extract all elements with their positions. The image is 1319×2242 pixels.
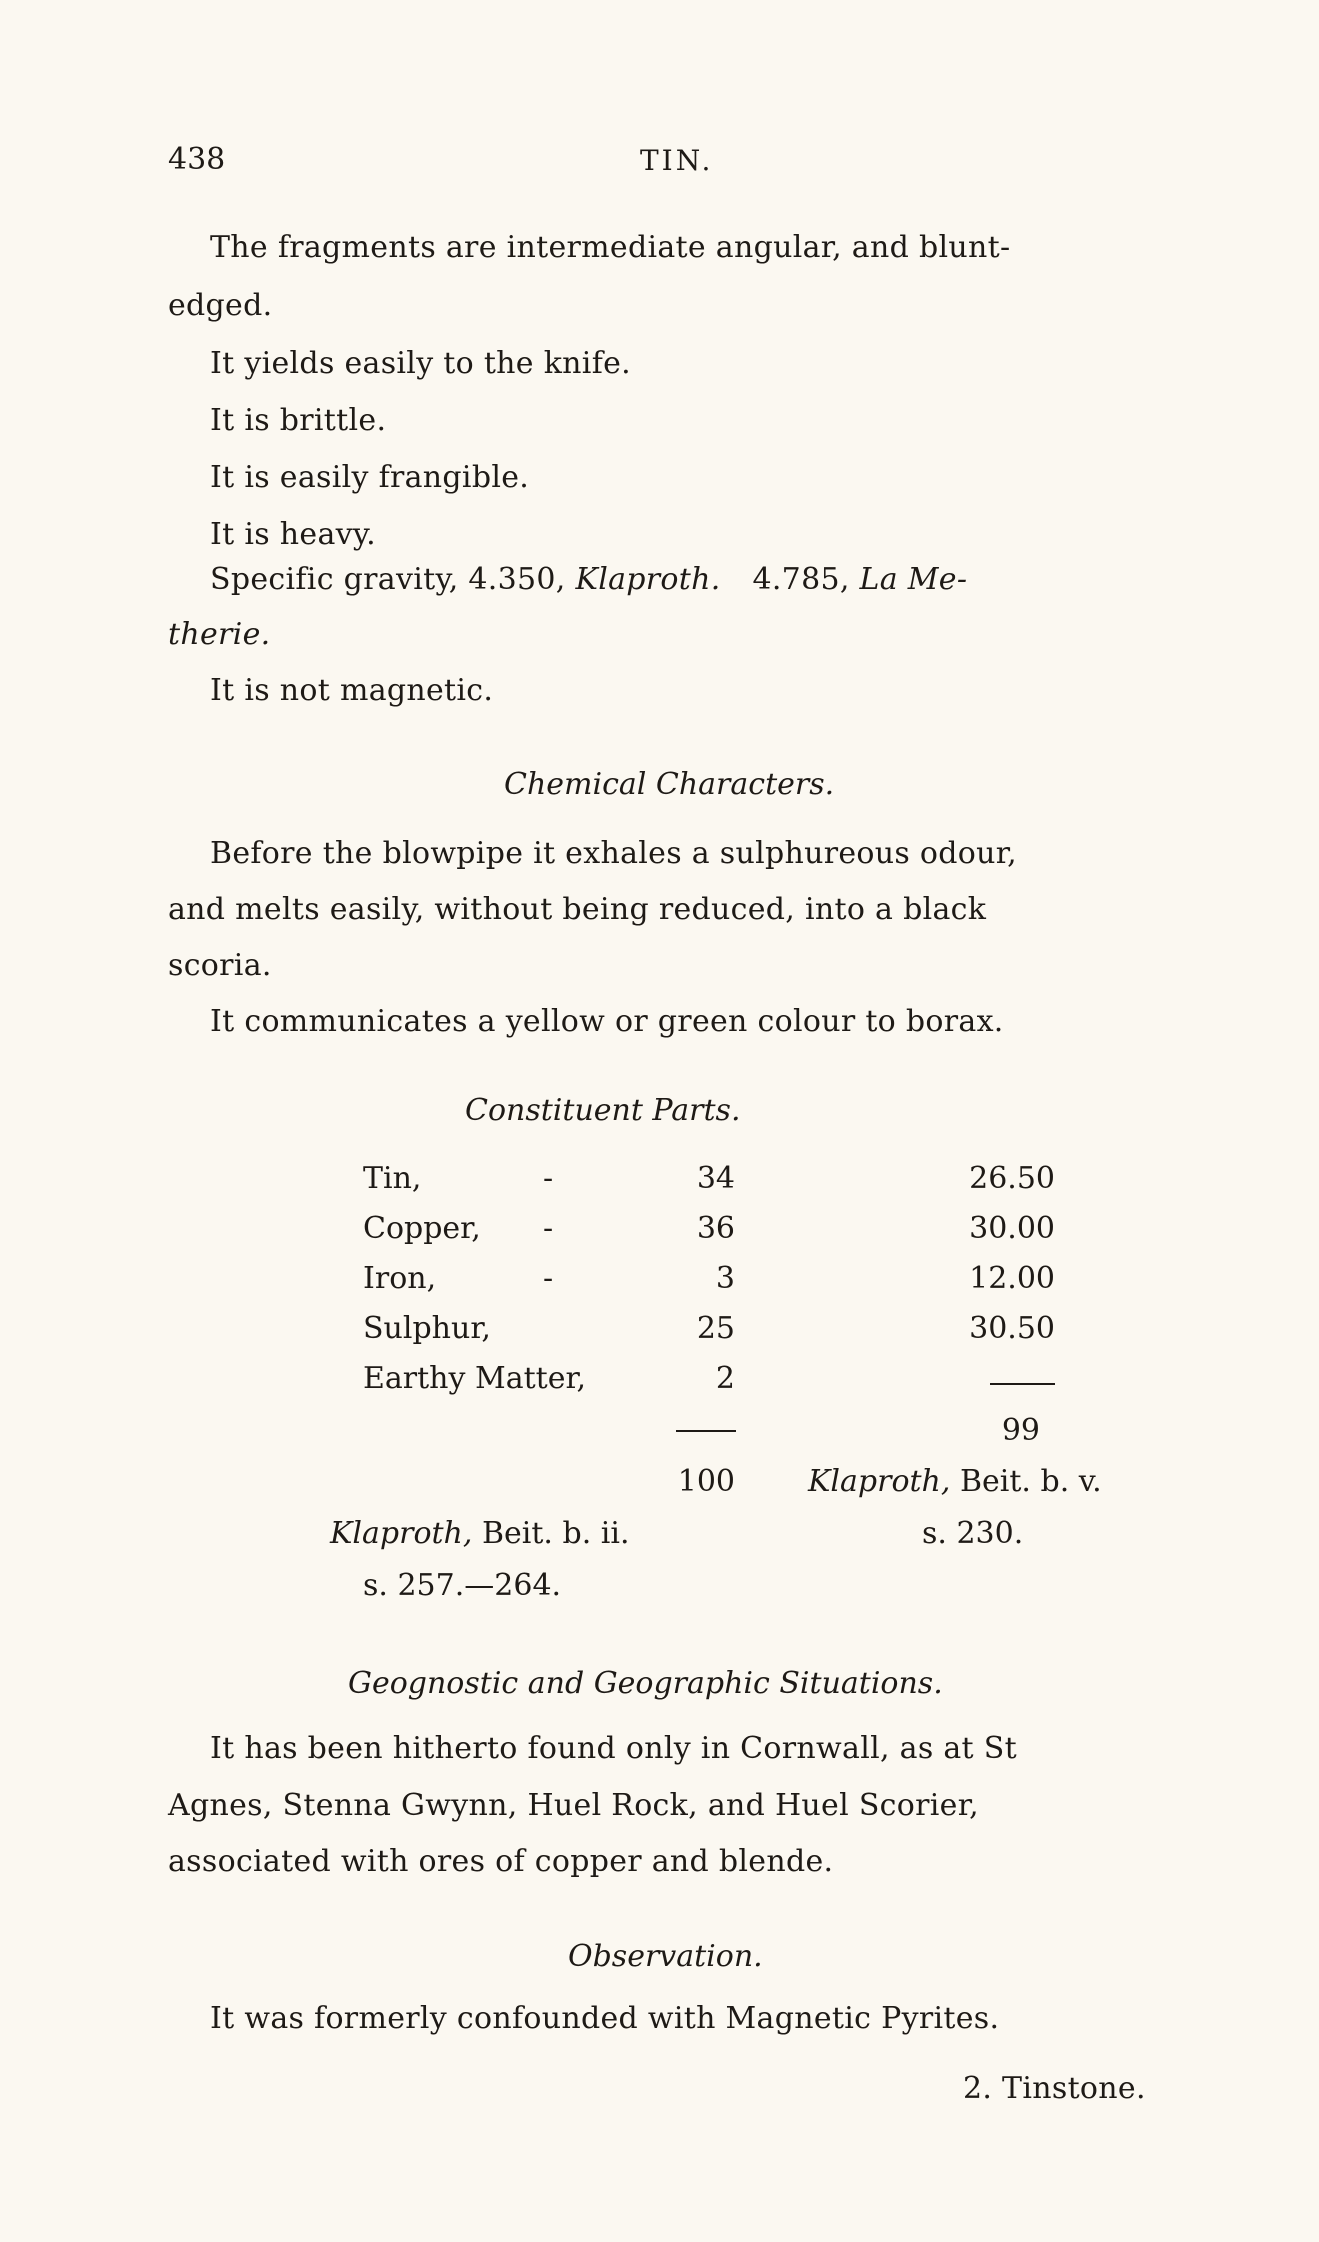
text-line: It communicates a yellow or green colour to borax. xyxy=(210,1004,1004,1039)
value-klaproth-b: 30.00 xyxy=(969,1211,1055,1246)
source-b-line-2: s. 230. xyxy=(922,1516,1024,1551)
next-entry: 2. Tinstone. xyxy=(963,2071,1146,2106)
source-a-ref: Beit. b. ii. xyxy=(481,1516,630,1551)
source-b-author: Klaproth, xyxy=(808,1464,951,1499)
source-a-author: Klaproth, xyxy=(330,1516,473,1551)
running-title: TIN. xyxy=(640,144,714,177)
section-heading-observation: Observation. xyxy=(568,1939,763,1974)
constituent-name: Sulphur, xyxy=(363,1311,491,1346)
source-b-line-1 xyxy=(808,1464,1102,1499)
text-line: and melts easily, without being reduced, into a black xyxy=(168,892,987,927)
text-line: It was formerly confounded with Magnetic Pyrites. xyxy=(210,2001,1000,2036)
total-klaproth-a: 100 xyxy=(677,1464,735,1499)
leader-dash: - xyxy=(543,1161,554,1196)
value-klaproth-a: 25 xyxy=(696,1311,735,1346)
value-klaproth-a: 34 xyxy=(696,1161,735,1196)
gravity-author-1: Klaproth. xyxy=(575,562,721,597)
constituent-name: Tin, xyxy=(363,1161,422,1196)
gravity-author-2-cont: therie. xyxy=(168,617,271,652)
leader-dash: - xyxy=(543,1211,554,1246)
text-line: It is brittle. xyxy=(210,403,387,438)
constituent-name: Copper, xyxy=(363,1211,481,1246)
text-line: Agnes, Stenna Gwynn, Huel Rock, and Huel Scorier, xyxy=(168,1788,979,1823)
page-number: 438 xyxy=(168,142,226,177)
value-klaproth-a: 3 xyxy=(715,1261,735,1296)
text-line: scoria. xyxy=(168,948,272,983)
text-line: It yields easily to the knife. xyxy=(210,346,631,381)
section-heading-chemical: Chemical Characters. xyxy=(504,767,835,802)
constituent-name: Earthy Matter, xyxy=(363,1361,587,1396)
total-klaproth-b: 99 xyxy=(1001,1413,1040,1448)
value-klaproth-a: 2 xyxy=(715,1361,735,1396)
text-line: The fragments are intermediate angular, and blunt- xyxy=(210,230,1011,265)
section-heading-constituents: Constituent Parts. xyxy=(465,1093,741,1128)
constituent-name: Iron, xyxy=(363,1261,437,1296)
source-a-line-2: s. 257.—264. xyxy=(363,1568,562,1603)
sum-rule-a xyxy=(676,1430,736,1432)
specific-gravity-line xyxy=(210,562,968,597)
text-line: edged. xyxy=(168,288,273,323)
gravity-value-2: 4.785, xyxy=(752,562,850,597)
section-heading-geognostic: Geognostic and Geographic Situations. xyxy=(348,1666,943,1701)
text-line: Before the blowpipe it exhales a sulphureous odour, xyxy=(210,836,1017,871)
value-klaproth-a: 36 xyxy=(696,1211,735,1246)
text-line: It is easily frangible. xyxy=(210,460,530,495)
text-line: It is heavy. xyxy=(210,517,376,552)
source-a-line-1 xyxy=(330,1516,630,1551)
sum-rule-b xyxy=(990,1383,1055,1385)
value-klaproth-b: 12.00 xyxy=(969,1261,1055,1296)
gravity-author-2: La Me- xyxy=(859,562,968,597)
leader-dash: - xyxy=(543,1261,554,1296)
value-klaproth-b: 26.50 xyxy=(969,1161,1055,1196)
text-line: It is not magnetic. xyxy=(210,673,494,708)
gravity-prefix: Specific gravity, 4.350, xyxy=(210,562,566,597)
text-line: It has been hitherto found only in Cornwall, as at St xyxy=(210,1731,1017,1766)
value-klaproth-b: 30.50 xyxy=(969,1311,1055,1346)
text-line: associated with ores of copper and blende. xyxy=(168,1844,834,1879)
source-b-ref: Beit. b. v. xyxy=(959,1464,1102,1499)
